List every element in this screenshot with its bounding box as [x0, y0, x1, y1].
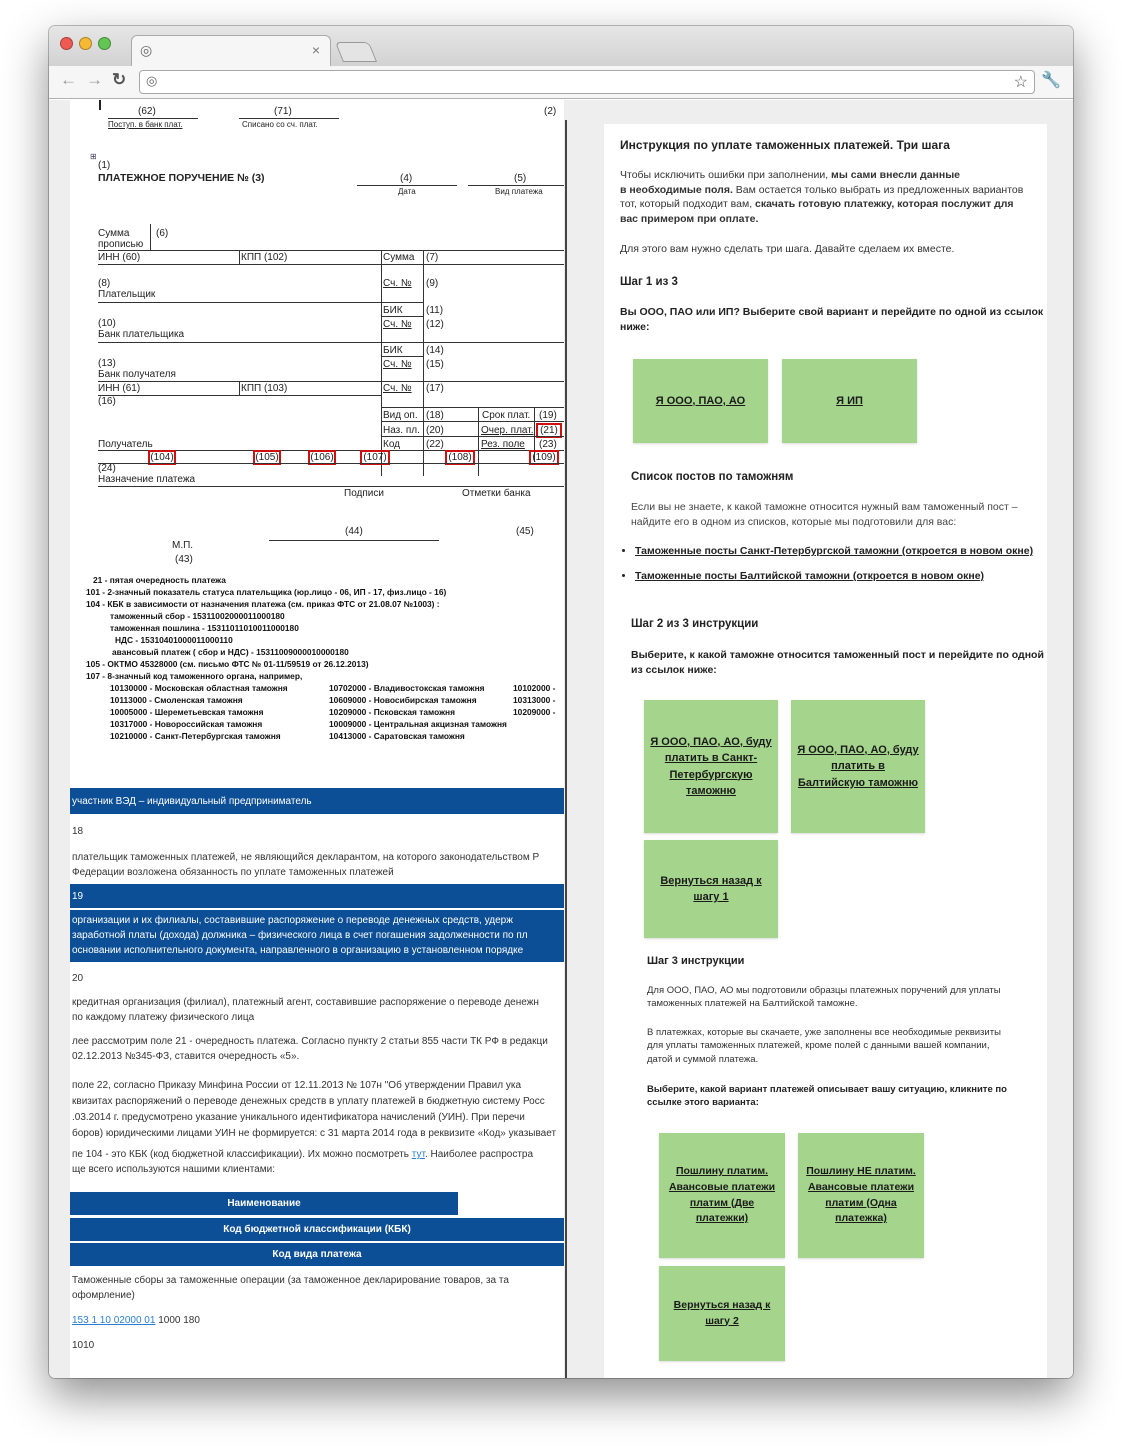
field-17: (17) [426, 383, 444, 394]
field-8: (8) [98, 278, 111, 289]
field-19: (19) [539, 410, 557, 421]
account3-label: Сч. № [383, 359, 412, 370]
field-24: (24) [98, 463, 116, 474]
bik2-label: БИК [383, 345, 403, 356]
account2-label: Сч. № [383, 319, 412, 330]
field-12: (12) [426, 319, 444, 330]
step2-heading: Шаг 2 из 3 инструкции [631, 618, 759, 630]
customs-list-1: 10130000 - Московская областная таможня 10113000 - Смоленская таможня 10005000 - Шереметьевская таможня 10317000 - Новороссийская таможня 10210000 - Санкт-Петербургская таможня [110, 683, 288, 741]
para-21: лее рассмотрим поле 21 - очередность платежа. Согласно пункту 2 статьи 855 части ТК РФ в редакци 02.12.2013 №345-ФЗ, ставится очередность «5». [72, 1036, 548, 1062]
field-7: (7) [426, 252, 439, 263]
code-label: Код [383, 439, 401, 450]
code-18: 18 [72, 826, 84, 837]
purpose-label: Назначение платежа [98, 474, 196, 485]
customs-list-2: 10702000 - Владивостокская таможня 10609000 - Новосибирская таможня 10209000 - Псковская таможня 10009000 - Центральная акцизная таможня 10413000 - Саратовская таможня [329, 683, 507, 741]
field-13: (13) [98, 358, 116, 369]
desc-19-bar: организации и их филиалы, составившие распоряжение о переводе денежных средств, удерж заработной платы (дохода) должника – физического лица в счет погашения задолженности по пл основании исполнительного документа, направленного в организацию в установленном порядке [70, 910, 564, 962]
payment-type-label: Вид платежа [495, 187, 543, 196]
payer-bank-label: Банк плательщика [98, 329, 185, 340]
field-15: (15) [426, 359, 444, 370]
field-21-highlight: (21) [536, 423, 562, 438]
field-2: (2) [544, 106, 557, 117]
kpp-102: КПП (102) [241, 252, 288, 263]
code-19-bar: 19 [70, 884, 564, 908]
signatures-label: Подписи [344, 488, 384, 499]
amount-label: Сумма [383, 252, 415, 263]
stamp-label: М.П. [172, 540, 194, 551]
new-tab-button[interactable] [335, 42, 377, 62]
payee-bank-label: Банк получателя [98, 369, 176, 380]
inn-61: ИНН (61) [98, 383, 141, 394]
reload-icon[interactable]: ↻ [112, 70, 127, 89]
field-1: (1) [98, 160, 111, 171]
forward-arrow-icon[interactable]: → [86, 70, 103, 89]
minimize-window-button[interactable] [79, 37, 92, 50]
desc-18: плательщик таможенных платежей, не являющийся декларантом, на которого законодательством Р Федерации возложена обязанность по уплате таможенных платежей [72, 852, 540, 878]
intro-three-steps: Для этого вам нужно сделать три шага. Давайте сделаем их вместе. [620, 243, 955, 255]
field-11: (11) [426, 305, 444, 316]
spb-posts-link[interactable]: Таможенные посты Санкт-Петербургской таможни (откроется в новом окне) [635, 545, 1034, 557]
baltic-posts-link[interactable]: Таможенные посты Балтийской таможни (откроется в новом окне) [635, 569, 985, 582]
due-label: Срок плат. [482, 410, 531, 421]
priority-label: Очер. плат. [481, 425, 534, 436]
step2-question: Выберите, к какой таможне относится таможенный пост и перейдите по одной из ссылок ниже: [631, 649, 1044, 676]
amount-words-label2: прописью [98, 239, 144, 250]
spisano-label: Списано со сч. плат. [242, 120, 318, 129]
field-106-highlight: (106) [308, 450, 336, 465]
back-to-step2-button[interactable]: Вернуться назад к шагу 2 [659, 1266, 785, 1361]
field-9: (9) [426, 278, 439, 289]
reserve-label: Рез. поле [481, 439, 525, 450]
field-4: (4) [400, 173, 413, 184]
notes-block: 21 - пятая очередность платежа 101 - 2-значный показатель статуса плательщика (юр.лицо - 06, ИП - 17, физ.лицо - 16) 104 - КБК в зависимости от назначения платежа (см. приказ ФТС от 21.08.07 №1003) : таможенный сбор - 15311002000011000180 таможенная пошлина - 15311011010011000180 НДС - 15310401000011000110 авансовый платеж ( сбор и НДС) - 15311009000010000180 105 - ОКТМО 45328000 (см. письмо ФТС № 01-11/59519 от 26.12.2013) 107 - 8-значный код таможенного органа, например, [86, 575, 447, 681]
account-label: Сч. № [383, 278, 412, 289]
field-20: (20) [426, 425, 444, 436]
step1-question: Вы ООО, ПАО или ИП? Выберите свой вариант и перейдите по одной из ссылок ниже: [620, 306, 1044, 333]
spb-customs-button[interactable]: Я ООО, ПАО, АО, буду платить в Санкт-Петербургскую таможню [644, 700, 778, 833]
purpose-code-label: Наз. пл. [383, 425, 420, 436]
account4-label: Сч. № [383, 383, 412, 394]
address-bar[interactable] [139, 70, 1035, 94]
desc-20: кредитная организация (филиал), платежный агент, составившие распоряжение о переводе денежн по каждому платежу физического лица [72, 997, 539, 1023]
ip-button[interactable]: Я ИП [782, 359, 917, 443]
table-header-name: Наименование [70, 1192, 458, 1215]
postup-label: Поступ. в банк плат. [108, 120, 183, 129]
date-label: Дата [398, 187, 416, 196]
one-payment-button[interactable]: Пошлину НЕ платим. Авансовые платежи платим (Одна платежка) [798, 1133, 924, 1258]
ooo-button[interactable]: Я ООО, ПАО, АО [633, 359, 768, 443]
payer-label: Плательщик [98, 289, 156, 300]
table-row-name: Таможенные сборы за таможенные операции (за таможенное декларирование товаров, за та офомрление) [72, 1275, 509, 1301]
amount-words-label: Сумма [98, 228, 130, 239]
field-71: (71) [274, 106, 292, 117]
page-divider [565, 120, 567, 1378]
code-20: 20 [72, 973, 84, 984]
step3-heading: Шаг 3 инструкции [647, 955, 745, 967]
payee-label: Получатель [98, 439, 153, 450]
field-108-highlight: (108) [445, 450, 475, 465]
para-22: поле 22, согласно Приказу Минфина России от 12.11.2013 № 107н "Об утверждении Правил ука квизитах распоряжений о переводе денежных средств в уплату платежей в бюджетную систему Росс .03.2014 г. предусмотрено указание уникального идентификатора начислений (УИН). При перечи боров) юридическими лицами УИН не формируется: с 31 марта 2014 года в реквизите «Код» указывает [72, 1080, 557, 1139]
inn-60: ИНН (60) [98, 252, 141, 263]
table-row-header: участник ВЭД – индивидуальный предприниматель [70, 788, 564, 814]
posts-links [619, 544, 1034, 594]
kbk-link[interactable]: тут [411, 1149, 425, 1160]
payment-order-document [70, 100, 564, 1378]
back-arrow-icon[interactable]: ← [60, 70, 77, 89]
tab-close-icon[interactable]: × [311, 42, 320, 58]
field-18: (18) [426, 410, 444, 421]
page-globe-icon: ◎ [146, 73, 158, 88]
toolbar [49, 66, 1073, 99]
bik-label: БИК [383, 305, 403, 316]
bank-marks-label: Отметки банка [462, 488, 531, 499]
field-10: (10) [98, 318, 116, 329]
para-104: пе 104 - это КБК (код бюджетной классификации). Их можно посмотреть тут. Наиболее распростра ще всего используются нашими клиентами: [72, 1149, 534, 1175]
page-content [49, 100, 1073, 1378]
back-to-step1-button[interactable]: Вернуться назад к шагу 1 [644, 840, 778, 938]
field-23: (23) [539, 439, 557, 450]
field-104-highlight: (104) [148, 450, 176, 465]
table-row-kbk: 153 1 10 02000 01 1000 180 [72, 1315, 200, 1326]
step3-question: Выберите, какой вариант платежей описывает вашу ситуацию, кликните по ссылке этого варианта: [647, 1084, 1007, 1109]
baltic-customs-button[interactable]: Я ООО, ПАО, АО, буду платить в Балтийскую таможню [791, 700, 925, 833]
kbk-code-link[interactable]: 153 1 10 02000 01 [72, 1315, 156, 1326]
field-5: (5) [514, 173, 527, 184]
list-item [635, 544, 1034, 560]
close-window-button[interactable] [60, 37, 73, 50]
expand-icon[interactable]: ⊞ [90, 152, 97, 161]
field-107-highlight: (107) [360, 450, 390, 465]
globe-icon: ◎ [140, 42, 153, 58]
posts-text: Если вы не знаете, к какой таможне относится нужный вам таможенный пост – найдите его в одном из списков, которые мы подготовили для вас: [631, 501, 1018, 528]
step3-paragraph2: В платежках, которые вы скачаете, уже заполнены все необходимые реквизиты для уплаты таможенных платежей, кроме полей с данными вашей компании, датой и суммой платежа. [647, 1027, 1001, 1065]
field-43: (43) [175, 554, 193, 565]
intro-paragraph: Чтобы исключить ошибки при заполнении, мы сами внесли данные в необходимые поля. Вам остается только выбрать из предложенных вариантов тот, который подходит вам, скачать готовую платежку, которая послужит для вас примером при оплате. [620, 169, 1024, 226]
two-payments-button[interactable]: Пошлину платим. Авансовые платежи платим (Две платежки) [659, 1133, 785, 1258]
field-6: (6) [156, 228, 169, 239]
zoom-window-button[interactable] [98, 37, 111, 50]
table-row-kind: 1010 [72, 1340, 95, 1351]
kpp-103: КПП (103) [241, 383, 288, 394]
field-109-highlight: (109) [529, 450, 559, 465]
form-title: ПЛАТЕЖНОЕ ПОРУЧЕНИЕ № (3) [98, 172, 265, 184]
instruction-title: Инструкция по уплате таможенных платежей. Три шага [620, 138, 950, 152]
field-44: (44) [345, 526, 363, 537]
browser-window [49, 26, 1073, 1378]
step3-paragraph1: Для ООО, ПАО, АО мы подготовили образцы платежных поручений для уплаты таможенных платежей на Балтийской таможне. [647, 985, 1001, 1010]
table-header-kbk: Код бюджетной классификации (КБК) [70, 1218, 564, 1241]
browser-tab[interactable] [131, 35, 331, 67]
list-item [635, 569, 1034, 585]
customs-list-3: 10102000 - 10313000 - 10209000 - [513, 683, 556, 717]
field-14: (14) [426, 345, 444, 356]
instruction-panel [604, 124, 1047, 1378]
posts-heading: Список постов по таможням [631, 471, 794, 483]
field-45: (45) [516, 526, 534, 537]
table-header-kind: Код вида платежа [70, 1243, 564, 1266]
step1-heading: Шаг 1 из 3 [620, 276, 678, 288]
field-16: (16) [98, 396, 116, 407]
field-22: (22) [426, 439, 444, 450]
title-bar [49, 26, 1073, 66]
wrench-icon[interactable]: 🔧 [1041, 72, 1061, 89]
field-62: (62) [138, 106, 156, 117]
op-type-label: Вид оп. [383, 410, 418, 421]
bookmark-star-icon[interactable]: ☆ [1013, 74, 1028, 91]
field-105-highlight: (105) [253, 450, 281, 465]
